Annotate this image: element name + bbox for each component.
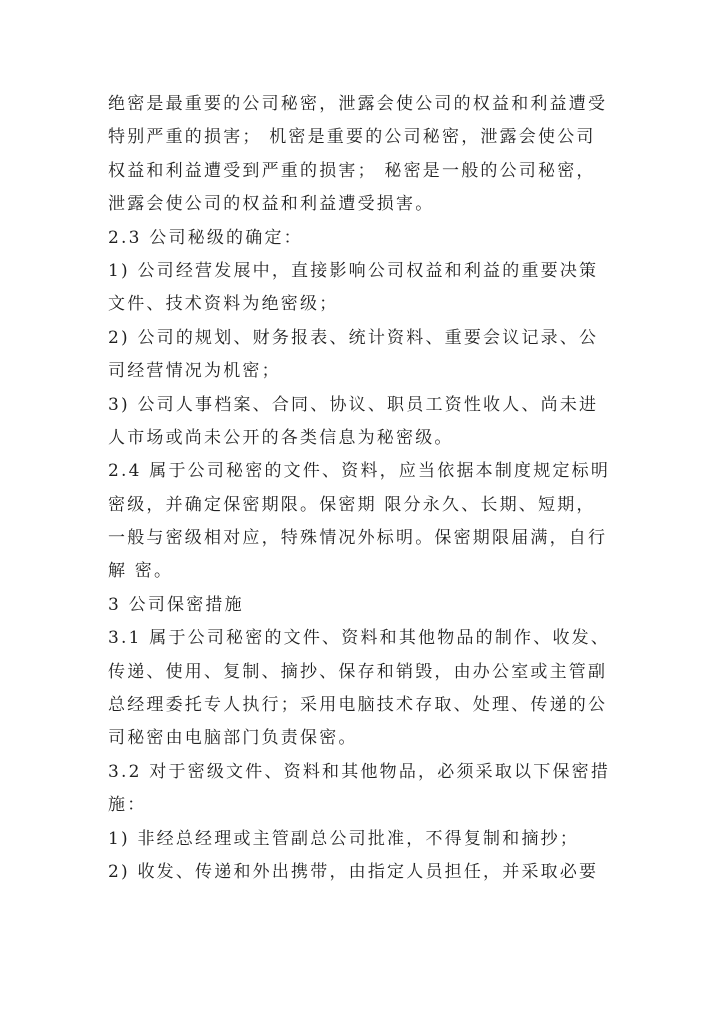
text-line: 传递、使用、复制、摘抄、保存和销毁，由办公室或主管副 — [108, 661, 608, 682]
text-line: 1) 非经总经理或主管副总公司批准，不得复制和摘抄； — [108, 828, 580, 849]
text-line: 绝密是最重要的公司秘密，泄露会使公司的权益和利益遭受 — [108, 94, 608, 114]
text-line: 总经理委托专人执行；采用电脑技术存取、处理、传递的公 — [108, 695, 608, 716]
section-heading: 3.2 对于密级文件、资料和其他物品，必须采取以下保密措 — [108, 761, 611, 782]
text-line: 2) 收发、传递和外出携带，由指定人员担任，并采取必要 — [108, 861, 599, 882]
text-line: 司经营情况为机密； — [108, 361, 281, 382]
section-heading: 2.3 公司秘级的确定： — [108, 227, 303, 248]
text-line: 泄露会使公司的权益和利益遭受损害。 — [108, 194, 435, 215]
text-line: 人市场或尚未公开的各类信息为秘密级。 — [108, 427, 454, 448]
section-heading: 3 公司保密措施 — [108, 594, 244, 615]
section-heading: 2.4 属于公司秘密的文件、资料，应当依据本制度规定标明 — [108, 461, 611, 482]
text-line: 文件、技术资料为绝密级； — [108, 294, 339, 315]
text-line: 司秘密由电脑部门负责保密。 — [108, 728, 358, 749]
text-line: 密级，并确定保密期限。保密期 限分永久、长期、短期， — [108, 494, 596, 515]
text-line: 1) 公司经营发展中，直接影响公司权益和利益的重要决策 — [108, 260, 599, 281]
text-line: 权益和利益遭受到严重的损害； 秘密是一般的公司秘密， — [108, 160, 596, 181]
document-body — [108, 88, 648, 889]
section-heading: 3.1 属于公司秘密的文件、资料和其他物品的制作、收发、 — [108, 628, 611, 649]
text-line: 施： — [108, 795, 147, 816]
text-line: 一般与密级相对应，特殊情况外标明。保密期限届满，自行 — [108, 528, 608, 549]
text-line: 特别严重的损害； 机密是重要的公司秘密，泄露会使公司 — [108, 127, 596, 148]
text-line: 3) 公司人事档案、合同、协议、职员工资性收人、尚未进 — [108, 394, 599, 415]
text-line: 解 密。 — [108, 561, 174, 582]
text-line: 2) 公司的规划、财务报表、统计资料、重要会议记录、公 — [108, 327, 599, 348]
